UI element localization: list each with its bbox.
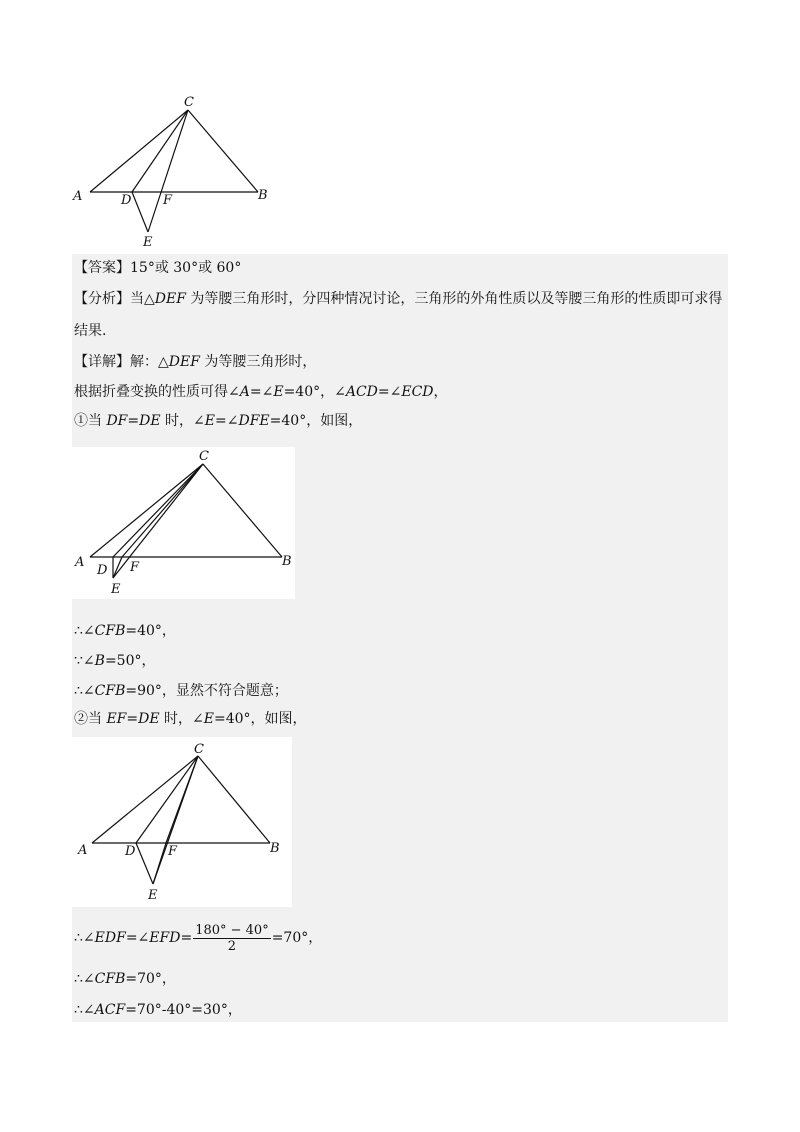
fold-eq2: =∠ bbox=[377, 384, 402, 400]
label-c: C bbox=[199, 449, 209, 464]
label-d: D bbox=[125, 844, 136, 859]
case2-s1-eq: =∠ bbox=[125, 930, 150, 946]
case1-s1-var: CFB bbox=[94, 623, 126, 639]
case1-post: =40°，如图， bbox=[269, 413, 363, 429]
case1-s3-var: CFB bbox=[94, 683, 126, 699]
label-e: E bbox=[143, 235, 153, 250]
answer-tag: 【答案】 bbox=[74, 260, 130, 276]
case2-s3-val: =70°-40°=30°， bbox=[125, 1002, 242, 1018]
analysis-tag: 【分析】 bbox=[74, 291, 130, 307]
analysis-line-1 bbox=[74, 290, 722, 308]
detail-tag: 【详解】 bbox=[74, 354, 130, 370]
case2-step-2 bbox=[74, 970, 176, 988]
fold-a: A bbox=[239, 384, 250, 400]
label-e: E bbox=[111, 582, 121, 597]
case2-line bbox=[74, 710, 307, 728]
case2-s3-var: ACF bbox=[94, 1002, 126, 1018]
case2-pre: ②当 bbox=[74, 711, 107, 727]
answer-text: 15°或 30°或 60° bbox=[130, 260, 242, 276]
label-d: D bbox=[121, 193, 132, 208]
case2-v3: E bbox=[203, 711, 214, 727]
figure-1 bbox=[70, 95, 280, 255]
case2-post: =40°，如图， bbox=[214, 711, 307, 727]
answer-line bbox=[74, 259, 241, 277]
case1-step-2 bbox=[74, 652, 155, 670]
case2-mid: 时，∠ bbox=[159, 711, 204, 727]
case1-v2: DE bbox=[139, 413, 161, 429]
fold-eq1: =∠ bbox=[249, 384, 274, 400]
case1-eq: = bbox=[127, 413, 140, 429]
case1-s3-val: =90°，显然不符合题意； bbox=[125, 683, 288, 699]
fraction-numerator: 180° − 40° bbox=[195, 922, 269, 938]
case1-s2-var: B bbox=[94, 653, 105, 669]
label-c: C bbox=[184, 95, 194, 110]
label-d: D bbox=[97, 563, 108, 578]
case1-s2-sym: ∵∠ bbox=[74, 653, 95, 669]
detail-line-1 bbox=[74, 353, 316, 371]
figure-3-right-background bbox=[292, 737, 728, 907]
case1-eq2: =∠ bbox=[215, 413, 239, 429]
label-c: C bbox=[194, 742, 204, 757]
case1-s1-sym: ∴∠ bbox=[74, 623, 95, 639]
analysis-var: DEF bbox=[154, 291, 186, 307]
figure-2-right-background bbox=[295, 447, 728, 599]
case2-step-3 bbox=[74, 1001, 242, 1019]
analysis-text-post: 为等腰三角形时，分四种情况讨论，三角形的外角性质以及等腰三角形的性质即可求得 bbox=[185, 291, 723, 307]
case2-s2-val: =70°， bbox=[125, 971, 176, 987]
case2-s2-var: CFB bbox=[94, 971, 126, 987]
label-e: E bbox=[148, 888, 158, 903]
case2-s1-var1: EDF bbox=[94, 930, 126, 946]
label-b: B bbox=[270, 841, 280, 856]
case1-s1-val: =40°， bbox=[125, 623, 176, 639]
case2-v2: DE bbox=[138, 711, 160, 727]
fold-pre: 根据折叠变换的性质可得∠ bbox=[74, 384, 240, 400]
fold-end: ， bbox=[433, 384, 448, 400]
label-a: A bbox=[75, 555, 85, 570]
case1-step-3 bbox=[74, 682, 288, 700]
detail-intro-pre: 解：△ bbox=[130, 354, 169, 370]
case1-v3: E bbox=[204, 413, 216, 429]
label-f: F bbox=[130, 560, 140, 575]
fold-acd: ACD bbox=[345, 384, 378, 400]
fold-mid: =40°，∠ bbox=[283, 384, 346, 400]
analysis-line-2 bbox=[74, 322, 106, 340]
case2-v1: EF bbox=[106, 711, 127, 727]
case2-s1-eq2: = bbox=[180, 930, 193, 946]
fold-e: E bbox=[273, 384, 284, 400]
analysis-text-2: 结果. bbox=[74, 323, 107, 339]
label-f: F bbox=[168, 844, 178, 859]
case2-s1-sym: ∴∠ bbox=[74, 930, 95, 946]
case1-step-1 bbox=[74, 622, 176, 640]
detail-intro-var: DEF bbox=[168, 354, 200, 370]
fraction bbox=[193, 923, 271, 954]
case1-s3-sym: ∴∠ bbox=[74, 683, 95, 699]
figure-2 bbox=[72, 447, 295, 599]
case1-line bbox=[74, 412, 362, 430]
label-f: F bbox=[163, 193, 173, 208]
case2-s1-val: =70°， bbox=[271, 930, 323, 946]
case2-s3-sym: ∴∠ bbox=[74, 1002, 95, 1018]
fraction-denominator: 2 bbox=[227, 938, 237, 954]
case2-s2-sym: ∴∠ bbox=[74, 971, 95, 987]
case1-pre: ①当 bbox=[74, 413, 107, 429]
label-a: A bbox=[73, 189, 83, 204]
case1-mid: 时，∠ bbox=[160, 413, 205, 429]
detail-intro-post: 为等腰三角形时， bbox=[199, 354, 317, 370]
label-a: A bbox=[78, 843, 88, 858]
analysis-text-pre: 当△ bbox=[130, 291, 155, 307]
figure-3 bbox=[72, 737, 292, 907]
case2-eq: = bbox=[126, 711, 139, 727]
case2-s1-var2: EFD bbox=[149, 930, 181, 946]
case2-step-1 bbox=[74, 920, 322, 956]
case1-s2-val: =50°， bbox=[104, 653, 156, 669]
case1-v4: DFE bbox=[238, 413, 270, 429]
detail-line-2 bbox=[74, 383, 448, 401]
case1-v1: DF bbox=[106, 413, 128, 429]
label-b: B bbox=[282, 554, 292, 569]
fold-ecd: ECD bbox=[401, 384, 434, 400]
label-b: B bbox=[258, 188, 268, 203]
